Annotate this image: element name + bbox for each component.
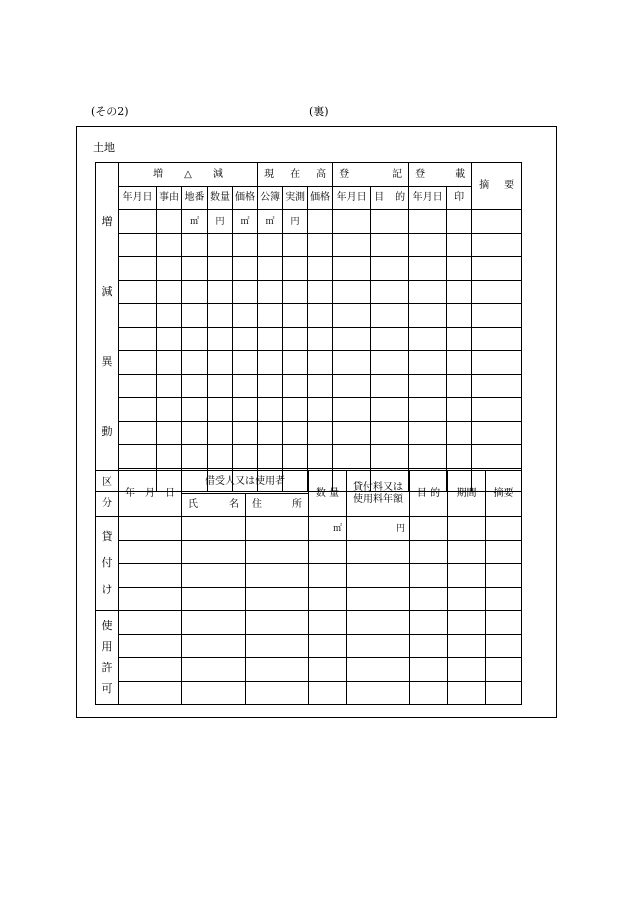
col-quantity: 数量	[208, 187, 233, 210]
unit-yen: 円	[395, 523, 405, 534]
group-registration: 登 記	[333, 163, 409, 187]
lending-table	[95, 470, 522, 705]
unit-sqm: ㎡	[240, 216, 250, 227]
col-lot-number: 地番	[182, 187, 208, 210]
group-current-amount: 現 在 高	[258, 163, 333, 187]
borrower-header: 借受人又は使用者	[182, 471, 309, 494]
group-ledger-entry: 登 載	[409, 163, 472, 187]
group-increase-decrease: 増 △ 減	[119, 163, 258, 187]
table-row	[96, 588, 522, 611]
remarks-header: 摘 要	[472, 163, 522, 210]
name-header: 氏 名	[182, 494, 246, 517]
unit-sqm: ㎡	[189, 216, 199, 227]
date-header: 年 月 日	[119, 471, 182, 517]
sheet-number: (その2)	[91, 105, 129, 118]
col-public-register: 公簿	[258, 187, 283, 210]
col-date: 年月日	[119, 187, 157, 210]
table-row	[96, 658, 522, 682]
table-row	[96, 682, 522, 705]
table-row	[96, 541, 522, 564]
fee-header: 貸付料又は 使用料年額	[347, 471, 410, 517]
purpose-header: 目 的	[410, 471, 448, 517]
table-row	[96, 234, 522, 257]
table-row	[96, 635, 522, 658]
unit-sqm: ㎡	[265, 216, 275, 227]
unit-sqm: ㎡	[332, 523, 342, 534]
lending-label: 貸 付 け	[96, 517, 119, 611]
unit-yen: 円	[215, 216, 225, 227]
col-register-date: 年月日	[333, 187, 371, 210]
col-survey: 実測	[283, 187, 308, 210]
table-row	[96, 281, 522, 304]
col-current-price: 価格	[308, 187, 333, 210]
col-reason: 事由	[157, 187, 182, 210]
change-table	[95, 162, 522, 492]
table-row	[96, 564, 522, 588]
section-title: 土地	[93, 141, 115, 154]
table-row	[96, 375, 522, 398]
period-header: 期間	[448, 471, 486, 517]
reverse-side-label: (裏)	[309, 105, 329, 118]
col-purpose: 目 的	[371, 187, 409, 210]
table-row	[96, 304, 522, 328]
table-row	[96, 422, 522, 445]
unit-yen: 円	[290, 216, 300, 227]
table-row	[96, 351, 522, 375]
change-side-label: 増 減 異 動	[96, 163, 119, 492]
col-seal: 印	[447, 187, 472, 210]
permit-label: 使 用 許 可	[96, 611, 119, 705]
category-header: 区 分	[96, 471, 119, 517]
address-header: 住 所	[246, 494, 309, 517]
table-row	[96, 611, 522, 635]
col-ledger-date: 年月日	[409, 187, 447, 210]
remarks-header: 摘要	[486, 471, 522, 517]
table-row	[96, 445, 522, 469]
quantity-header: 数 量	[309, 471, 347, 517]
table-row	[96, 517, 522, 541]
col-price: 価格	[233, 187, 258, 210]
table-row	[96, 328, 522, 351]
table-row	[96, 257, 522, 281]
table-row	[96, 210, 522, 234]
table-row	[96, 398, 522, 422]
